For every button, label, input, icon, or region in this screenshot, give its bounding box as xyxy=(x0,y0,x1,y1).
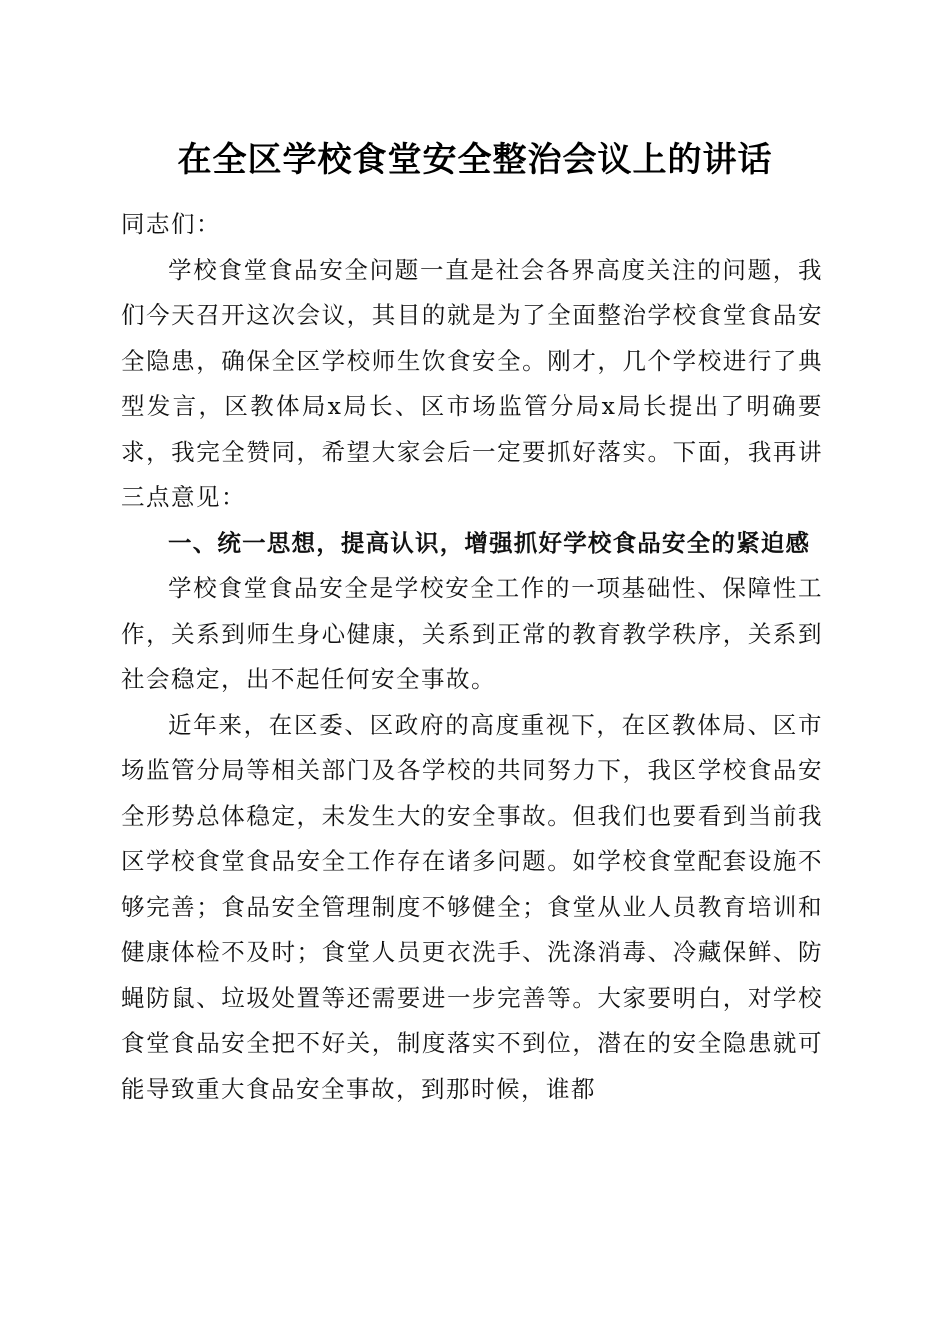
section-heading-1: 一、统一思想，提高认识，增强抓好学校食品安全的紧迫感 xyxy=(168,528,811,557)
paragraph-intro: 学校食堂食品安全问题一直是社会各界高度关注的问题，我们今天召开这次会议，其目的就是为了全面整治学校食堂食品安全隐患，确保全区学校师生饮食安全。刚才，几个学校进行了典型发言，区教体局x局长、区市场监管分局x局长提出了明确要求，我完全赞同，希望大家会后一定要抓好落实。下面，我再讲三点意见： xyxy=(121,255,823,511)
paragraph-situation: 近年来，在区委、区政府的高度重视下，在区教体局、区市场监管分局等相关部门及各学校的共同努力下，我区学校食品安全形势总体稳定，未发生大的安全事故。但我们也要看到当前我区学校食堂食品安全工作存在诸多问题。如学校食堂配套设施不够完善；食品安全管理制度不够健全；食堂从业人员教育培训和健康体检不及时；食堂人员更衣洗手、洗涤消毒、冷藏保鲜、防蝇防鼠、垃圾处置等还需要进一步完善等。大家要明白，对学校食堂食品安全把不好关，制度落实不到位，潜在的安全隐患就可能导致重大食品安全事故，到那时候，谁都 xyxy=(121,710,823,1103)
document-body xyxy=(121,202,823,1112)
paragraph-importance: 学校食堂食品安全是学校安全工作的一项基础性、保障性工作，关系到师生身心健康，关系到正常的教育教学秩序，关系到社会稳定，出不起任何安全事故。 xyxy=(121,574,823,693)
salutation: 同志们： xyxy=(121,210,221,238)
document-title: 在全区学校食堂安全整治会议上的讲话 xyxy=(177,140,773,180)
